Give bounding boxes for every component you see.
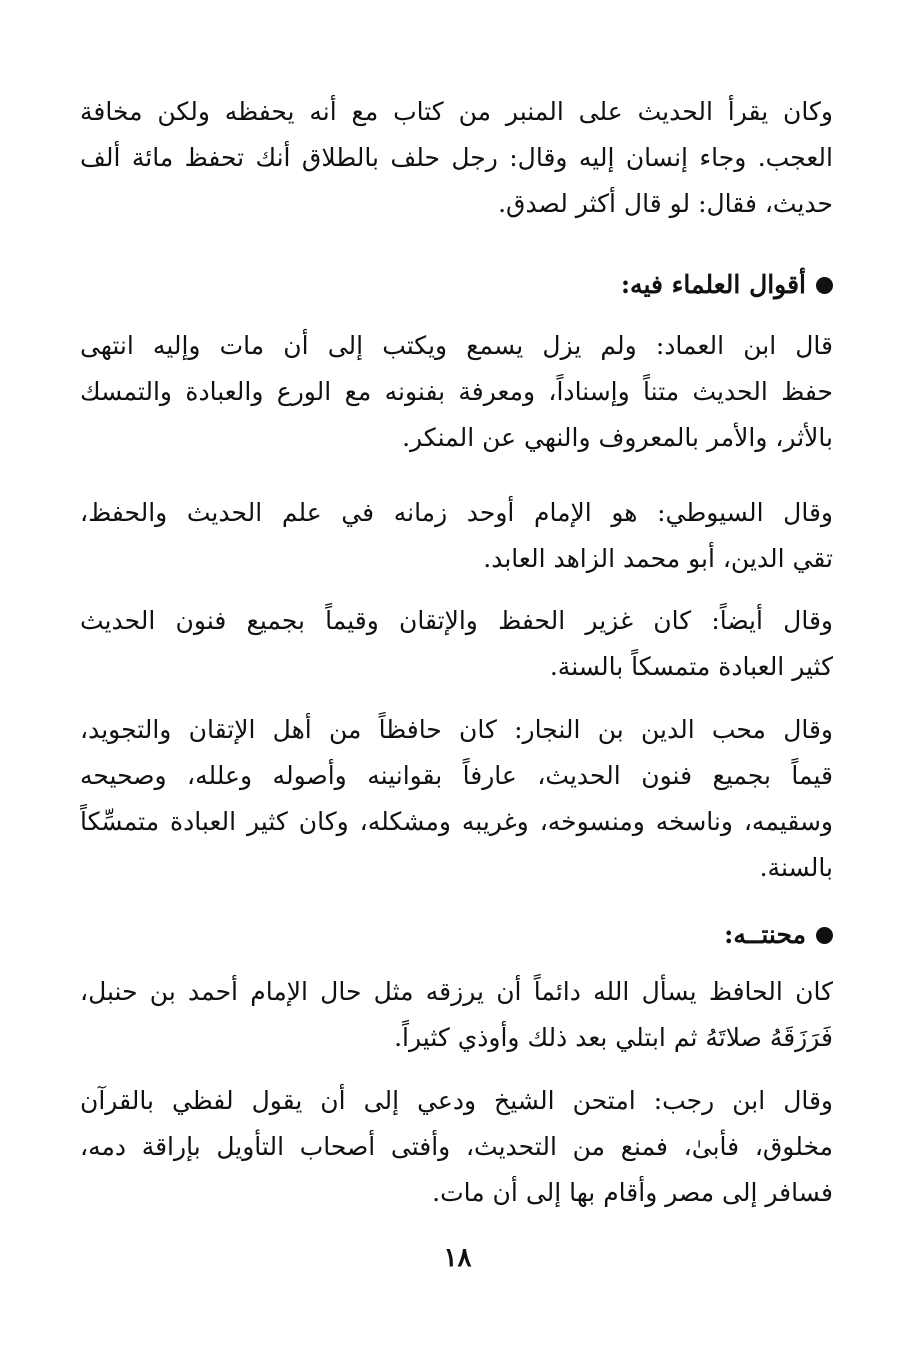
paragraph-1-line-3: حديث، فقال: لو قال أكثر لصدق. — [498, 189, 833, 218]
paragraph-4-line-1: وقال أيضاً: كان غزير الحفظ والإتقان وقيماً بجميع فنون الحديث — [80, 606, 833, 635]
paragraph-5-line-4: بالسنة. — [759, 853, 833, 882]
paragraph-3-line-2: تقي الدين، أبو محمد الزاهد العابد. — [483, 544, 833, 573]
paragraph-3-line-1: وقال السيوطي: هو الإمام أوحد زمانه في علم الحديث والحفظ، — [80, 498, 833, 527]
paragraph-7-line-2: مخلوق، فأبىٰ، فمنع من التحديث، وأفتى أصحاب التأويل بإراقة دمه، — [80, 1132, 833, 1161]
paragraph-2-line-1: قال ابن العماد: ولم يزل يسمع ويكتب إلى أن مات وإليه انتهى — [80, 331, 833, 360]
paragraph-5-line-3: وسقيمه، وناسخه ومنسوخه، وغريبه ومشكله، وكان كثير العبادة متمسِّكاً — [80, 807, 833, 836]
paragraph-6-line-1: كان الحافظ يسأل الله دائماً أن يرزقه مثل حال الإمام أحمد بن حنبل، — [80, 977, 833, 1006]
section-heading-trial-text: محنتــه: — [724, 920, 806, 949]
paragraph-5-line-2: قيماً بجميع فنون الحديث، عارفاً بقوانينه وأصوله وعلله، وصحيحه — [80, 761, 833, 790]
bullet-icon — [816, 277, 833, 294]
paragraph-1-line-2: العجب. وجاء إنسان إليه وقال: رجل حلف بالطلاق أنك تحفظ مائة ألف — [80, 143, 833, 172]
paragraph-2-line-2: حفظ الحديث متناً وإسناداً، ومعرفة بفنونه مع الورع والعبادة والتمسك — [80, 377, 833, 406]
section-heading-scholars-text: أقوال العلماء فيه: — [620, 270, 806, 299]
paragraph-6-line-2: فَرَزَقَهُ صلاتَهُ ثم ابتلي بعد ذلك وأوذي كثيراً. — [394, 1023, 833, 1052]
paragraph-2-line-3: بالأثر، والأمر بالمعروف والنهي عن المنكر. — [402, 423, 833, 452]
section-heading-trial — [724, 915, 833, 955]
paragraph-7-line-3: فسافر إلى مصر وأقام بها إلى أن مات. — [432, 1178, 833, 1207]
bullet-icon — [816, 927, 833, 944]
section-heading-scholars — [621, 265, 833, 305]
paragraph-4-line-2: كثير العبادة متمسكاً بالسنة. — [549, 652, 833, 681]
paragraph-1-line-1: وكان يقرأ الحديث على المنبر من كتاب مع أنه يحفظه ولكن مخافة — [80, 97, 833, 126]
paragraph-7-line-1: وقال ابن رجب: امتحن الشيخ ودعي إلى أن يقول لفظي بالقرآن — [80, 1086, 833, 1115]
paragraph-5-line-1: وقال محب الدين بن النجار: كان حافظاً من أهل الإتقان والتجويد، — [80, 715, 833, 744]
page-number: ١٨ — [443, 1243, 472, 1273]
